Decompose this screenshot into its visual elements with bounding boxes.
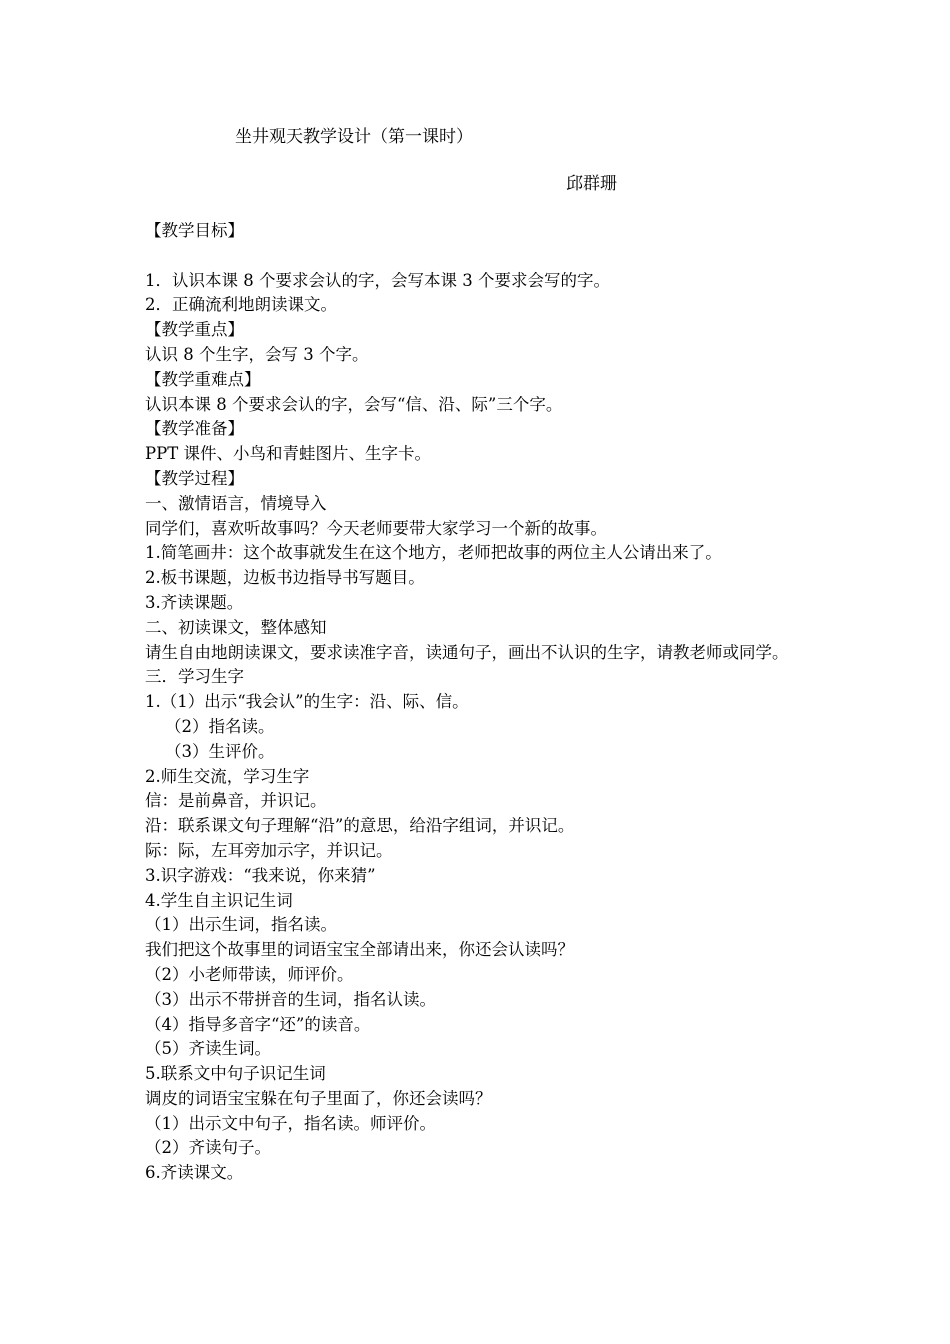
step-line: 4.学生自主识记生词 <box>145 890 293 910</box>
step-line: 信：是前鼻音，并识记。 <box>145 791 327 811</box>
paragraph-gap <box>145 244 815 269</box>
document-title: 坐井观天教学设计（第一课时） <box>235 127 473 147</box>
difficulties-text: 认识本课 8 个要求会认的字，会写“信、沿、际”三个字。 <box>145 394 563 414</box>
step-heading: 二、初读课文，整体感知 <box>145 617 327 637</box>
preparation-text: PPT 课件、小鸟和青蛙图片、生字卡。 <box>145 444 431 464</box>
key-points-heading: 【教学重点】 <box>145 320 244 340</box>
step-line: 5.联系文中句子识记生词 <box>145 1064 326 1084</box>
step-heading: 一、激情语言，情境导入 <box>145 493 327 513</box>
preparation-heading: 【教学准备】 <box>145 419 244 439</box>
key-points-text: 认识 8 个生字，会写 3 个字。 <box>145 344 369 364</box>
step-line: （1）出示生词，指名读。 <box>145 915 337 935</box>
step-line: 际：际，左耳旁加示字，并识记。 <box>145 840 393 860</box>
step-line: （1）出示文中句子，指名读。师评价。 <box>145 1113 436 1133</box>
objective-item: 2．正确流利地朗读课文。 <box>145 295 337 315</box>
objective-item: 1．认识本课 8 个要求会认的字，会写本课 3 个要求会写的字。 <box>145 270 610 290</box>
step-heading: 三．学习生字 <box>145 667 244 687</box>
step-line: 2.板书课题，边板书边指导书写题目。 <box>145 568 425 588</box>
difficulties-heading: 【教学重难点】 <box>145 369 261 389</box>
objectives-heading: 【教学目标】 <box>145 221 244 240</box>
step-line: （2）小老师带读，师评价。 <box>145 964 354 984</box>
step-line: 3.齐读课题。 <box>145 592 244 612</box>
step-line: 沿：联系课文句子理解“沿”的意思，给沿字组词，并识记。 <box>145 816 575 836</box>
step-line: （5）齐读生词。 <box>145 1039 271 1059</box>
document-body <box>145 219 815 1186</box>
step-line: 1.（1）出示“我会认”的生字：沿、际、信。 <box>145 692 469 712</box>
step-line: 同学们，喜欢听故事吗？今天老师要带大家学习一个新的故事。 <box>145 518 607 538</box>
step-line: （3）出示不带拼音的生词，指名认读。 <box>145 989 436 1009</box>
step-subline: （3）生评价。 <box>165 741 275 761</box>
step-line: 1.简笔画井：这个故事就发生在这个地方，老师把故事的两位主人公请出来了。 <box>145 543 722 563</box>
step-line: 2.师生交流，学习生字 <box>145 766 310 786</box>
step-line: 3.识字游戏：“我来说，你来猜” <box>145 865 376 885</box>
step-line: 我们把这个故事里的词语宝宝全部请出来，你还会认读吗？ <box>145 940 574 960</box>
step-line: 调皮的词语宝宝躲在句子里面了，你还会读吗？ <box>145 1088 492 1108</box>
step-line: 6.齐读课文。 <box>145 1163 244 1183</box>
step-line: （4）指导多音字“还”的读音。 <box>145 1014 371 1034</box>
step-subline: （2）指名读。 <box>165 716 275 736</box>
step-line: （2）齐读句子。 <box>145 1138 271 1158</box>
step-paragraph: 请生自由地朗读课文，要求读准字音，读通句子，画出不认识的生字，请教老师或同学。 <box>145 642 789 662</box>
document-author: 邱群珊 <box>566 174 617 194</box>
process-heading: 【教学过程】 <box>145 468 244 488</box>
